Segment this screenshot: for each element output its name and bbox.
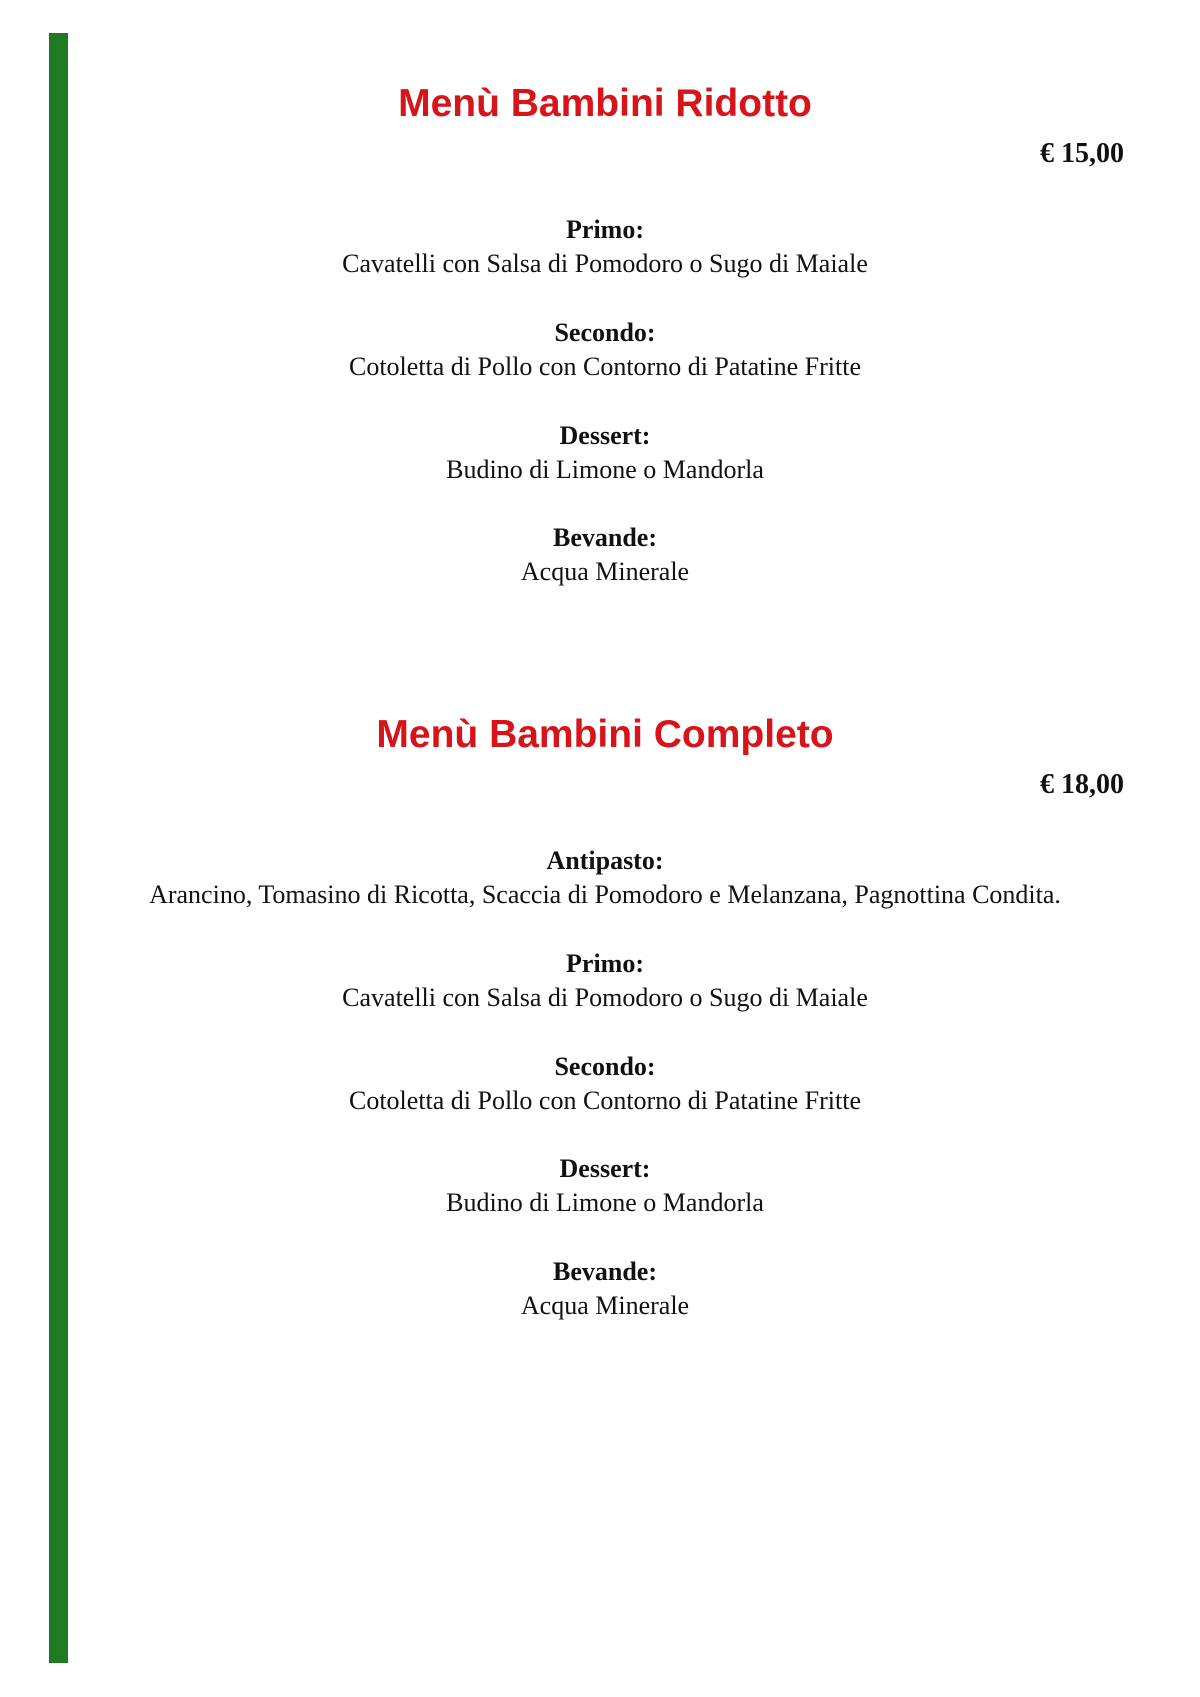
course-label: Primo: [566,949,644,978]
course-description: Arancino, Tomasino di Ricotta, Scaccia di Pomodoro e Melanzana, Pagnottina Condita. [149,880,1061,909]
course-label: Antipasto: [546,846,664,875]
course-bevande [0,521,1200,589]
course-label: Dessert: [559,421,651,450]
course-secondo [0,316,1200,384]
course-dessert [0,419,1200,487]
course-description: Budino di Limone o Mandorla [446,455,764,484]
course-dessert [0,1152,1200,1220]
course-label: Secondo: [554,318,656,347]
course-description: Acqua Minerale [520,557,690,586]
course-label: Primo: [566,215,644,244]
course-primo [0,213,1200,281]
course-secondo [0,1050,1200,1118]
course-description: Cavatelli con Salsa di Pomodoro o Sugo di Maiale [342,983,868,1012]
course-label: Secondo: [554,1052,656,1081]
menu-price-completo: € 18,00 [1040,769,1124,800]
course-description: Cotoletta di Pollo con Contorno di Patatine Fritte [348,1086,861,1115]
course-description: Cavatelli con Salsa di Pomodoro o Sugo di Maiale [342,249,868,278]
course-bevande [0,1255,1200,1323]
course-label: Bevande: [553,1257,657,1286]
course-description: Acqua Minerale [520,1291,690,1320]
menu-price-ridotto: € 15,00 [1040,138,1124,169]
course-antipasto [0,844,1200,912]
course-description: Budino di Limone o Mandorla [446,1188,764,1217]
course-description: Cotoletta di Pollo con Contorno di Patatine Fritte [348,352,861,381]
menu-title-ridotto: Menù Bambini Ridotto [398,82,812,125]
course-primo [0,947,1200,1015]
course-label: Bevande: [553,523,657,552]
menu-title-completo: Menù Bambini Completo [376,713,834,756]
course-label: Dessert: [559,1154,651,1183]
